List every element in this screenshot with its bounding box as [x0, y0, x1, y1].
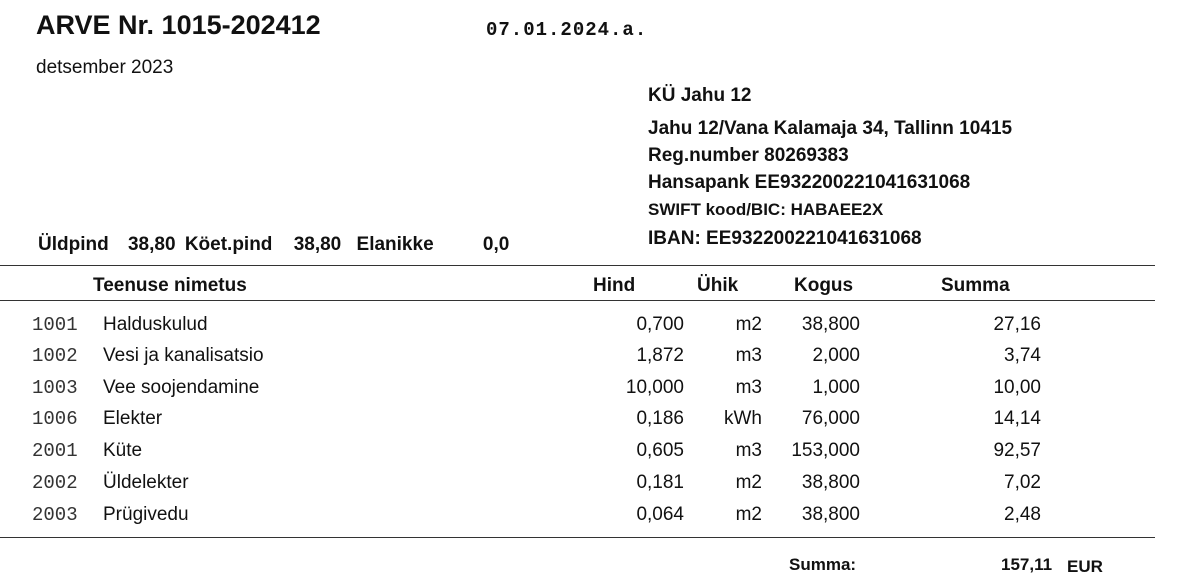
service-name: Üldelekter [103, 472, 189, 493]
service-code: 1002 [32, 345, 78, 367]
unit-price: 0,700 [636, 314, 684, 335]
unit-price: 0,186 [636, 408, 684, 429]
service-code: 2002 [32, 472, 78, 494]
table-bottom-rule [0, 537, 1155, 538]
total-area-label: Üldpind [38, 234, 109, 255]
quantity: 38,800 [801, 472, 860, 493]
residents-value: 0,0 [482, 234, 510, 255]
unit-price: 0,181 [636, 472, 684, 493]
column-header-sum: Summa [941, 275, 1010, 296]
company-bank-account: Hansapank EE932200221041631068 [648, 172, 971, 193]
quantity: 2,000 [812, 345, 860, 366]
table-row [0, 310, 1192, 341]
table-row [0, 404, 1192, 435]
table-row [0, 436, 1192, 467]
service-code: 1003 [32, 377, 78, 399]
quantity: 38,800 [801, 314, 860, 335]
total-value: 157,11 [1001, 555, 1053, 574]
service-name: Elekter [103, 408, 163, 429]
area-summary [38, 234, 509, 256]
table-row [0, 500, 1192, 531]
billing-period: detsember 2023 [36, 57, 174, 78]
unit-price: 1,872 [636, 345, 684, 366]
line-sum: 14,14 [993, 408, 1041, 429]
unit: m2 [735, 504, 762, 525]
table-row [0, 341, 1192, 372]
company-name: KÜ Jahu 12 [648, 85, 752, 106]
table-header-rule [0, 300, 1155, 301]
line-sum: 92,57 [993, 440, 1041, 461]
unit: m3 [735, 345, 762, 366]
column-header-unit: Ühik [697, 275, 739, 296]
service-code: 1001 [32, 314, 78, 336]
table-top-rule [0, 265, 1155, 266]
total-label: Summa: [789, 555, 857, 574]
line-sum: 10,00 [993, 377, 1041, 398]
unit-price: 10,000 [625, 377, 684, 398]
service-name: Prügivedu [103, 504, 189, 525]
invoice-title: ARVE Nr. 1015-202412 [36, 10, 321, 40]
service-name: Vesi ja kanalisatsio [103, 345, 264, 366]
column-header-service: Teenuse nimetus [93, 275, 247, 296]
quantity: 1,000 [812, 377, 860, 398]
quantity: 76,000 [801, 408, 860, 429]
heated-area-label: Köet.pind [184, 234, 273, 255]
column-header-quantity: Kogus [794, 275, 854, 296]
company-iban: IBAN: EE932200221041631068 [648, 228, 922, 249]
service-name: Vee soojendamine [103, 377, 260, 398]
unit-price: 0,064 [636, 504, 684, 525]
line-sum: 27,16 [993, 314, 1041, 335]
heated-area-value: 38,80 [293, 234, 342, 255]
unit: m2 [735, 314, 762, 335]
quantity: 153,000 [791, 440, 860, 461]
service-code: 1006 [32, 408, 78, 430]
table-row [0, 468, 1192, 499]
service-code: 2003 [32, 504, 78, 526]
unit: kWh [724, 408, 762, 429]
company-reg-number: Reg.number 80269383 [648, 145, 849, 166]
company-swift: SWIFT kood/BIC: HABAEE2X [648, 200, 884, 219]
line-sum: 7,02 [1004, 472, 1041, 493]
total-area-value: 38,80 [127, 234, 176, 255]
company-address: Jahu 12/Vana Kalamaja 34, Tallinn 10415 [648, 118, 1013, 139]
unit: m2 [735, 472, 762, 493]
line-sum: 2,48 [1004, 504, 1041, 525]
unit: m3 [735, 377, 762, 398]
line-sum: 3,74 [1004, 345, 1041, 366]
invoice-date: 07.01.2024.a. [486, 19, 648, 41]
service-name: Küte [103, 440, 143, 461]
unit: m3 [735, 440, 762, 461]
quantity: 38,800 [801, 504, 860, 525]
total-currency: EUR [1067, 557, 1103, 576]
service-code: 2001 [32, 440, 78, 462]
table-row [0, 373, 1192, 404]
unit-price: 0,605 [636, 440, 684, 461]
residents-label: Elanikke [356, 234, 434, 255]
service-name: Halduskulud [103, 314, 208, 335]
column-header-price: Hind [593, 275, 636, 296]
